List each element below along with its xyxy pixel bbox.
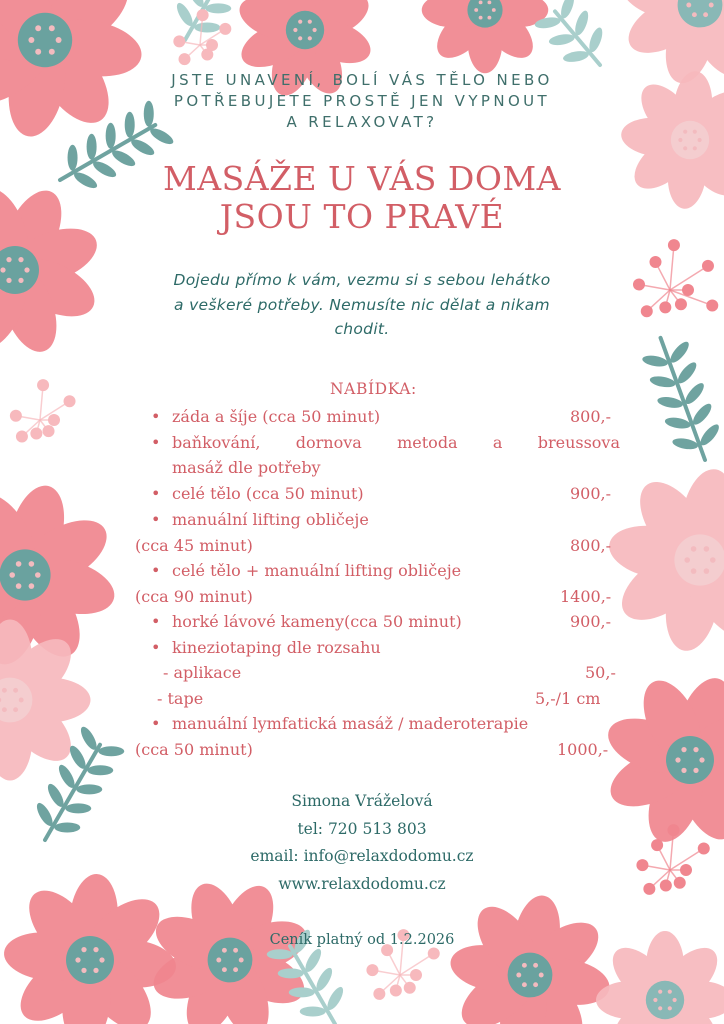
- intro-line: JSTE UNAVENÍ, BOLÍ VÁS TĚLO NEBO: [171, 71, 553, 89]
- offer-item-price: 1400,-: [560, 587, 612, 606]
- offer-item-face-lifting-cont: [135, 533, 622, 558]
- offer-item-text: baňkování, dornova metoda a breussova: [172, 433, 620, 452]
- contact-name: Simona Vráželová: [291, 792, 433, 810]
- bullet-icon: •: [151, 510, 161, 529]
- offer-item-back-neck: [135, 404, 622, 429]
- description-line: a veškeré potřeby. Nemusíte nic dělat a nikam: [174, 295, 550, 314]
- offer-item-lymphatic-cont: [135, 737, 622, 762]
- description-line: chodit.: [334, 320, 390, 338]
- offer-title: NABÍDKA:: [330, 380, 417, 398]
- headline-line: JSOU TO PRAVÉ: [219, 197, 505, 236]
- offer-item-hot-stones: [135, 609, 622, 634]
- contact-phone[interactable]: tel: 720 513 803: [297, 819, 427, 838]
- offer-item-cupping-cont: [135, 455, 622, 480]
- offer-item-text: celé tělo (cca 50 minut): [172, 484, 364, 503]
- intro-question: [0, 70, 724, 133]
- offer-item-full-body: [135, 481, 622, 506]
- offer-item-price: 800,-: [570, 536, 612, 555]
- offer-item-text-cont: (cca 50 minut): [135, 740, 253, 759]
- contact-block: [0, 788, 724, 898]
- bullet-icon: •: [151, 433, 161, 452]
- offer-item-text: kineziotaping dle rozsahu: [172, 638, 381, 657]
- offer-item-body-face: [135, 558, 622, 583]
- headline-line: MASÁŽE U VÁS DOMA: [162, 159, 562, 198]
- flower-icon: [422, 0, 549, 73]
- offer-item-text-cont: (cca 45 minut): [135, 536, 253, 555]
- offer-item-tape: [135, 686, 622, 711]
- description-line: Dojedu přímo k vám, vezmu si s sebou lehátko: [173, 271, 551, 289]
- flower-icon: [147, 877, 314, 1024]
- offer-item-text: horké lávové kameny(cca 50 minut): [172, 612, 462, 631]
- leaf-branch-icon: [635, 329, 724, 469]
- contact-email[interactable]: email: info@relaxdodomu.cz: [250, 847, 474, 865]
- offer-item-text: - tape: [157, 689, 204, 708]
- offer-item-text: - aplikace: [163, 663, 242, 682]
- bullet-icon: •: [151, 561, 161, 580]
- offer-item-body-face-cont: [135, 584, 622, 609]
- bullet-icon: •: [151, 407, 161, 426]
- flower-icon: [605, 465, 724, 655]
- offer-item-lymphatic: [135, 711, 622, 736]
- offer-item-price: 800,-: [570, 407, 612, 426]
- offer-item-text: celé tělo + manuální lifting obličeje: [172, 561, 462, 580]
- offer-item-text: záda a šíje (cca 50 minut): [172, 407, 381, 426]
- description: [0, 268, 724, 342]
- berry-sprig-icon: [10, 379, 76, 442]
- offer-item-text-cont: masáž dle potřeby: [172, 458, 321, 477]
- flower-icon: [447, 892, 613, 1024]
- offer-item-text-cont: (cca 90 minut): [135, 587, 253, 606]
- offer-item-text: manuální lymfatická masáž / maderoterapie: [172, 714, 529, 733]
- offer-item-text: manuální lifting obličeje: [172, 510, 369, 529]
- offer-item-price: 5,-/1 cm: [535, 689, 601, 708]
- intro-line: POTŘEBUJETE PROSTĚ JEN VYPNOUT: [173, 92, 551, 110]
- offer-item-cupping: [135, 430, 622, 455]
- intro-line: A RELAXOVAT?: [286, 113, 438, 131]
- offer-item-application: [135, 660, 622, 685]
- offer-item-kinesiotaping: [135, 635, 622, 660]
- offer-item-price: 900,-: [570, 484, 612, 503]
- offer-item-price: 1000,-: [557, 740, 609, 759]
- contact-website[interactable]: www.relaxdodomu.cz: [278, 874, 446, 893]
- offer-item-price: 900,-: [570, 612, 612, 631]
- bullet-icon: •: [151, 484, 161, 503]
- offer-item-face-lifting: [135, 507, 622, 532]
- price-validity: Ceník platný od 1.2.2026: [269, 932, 455, 948]
- bullet-icon: •: [151, 612, 161, 631]
- offer-item-price: 50,-: [585, 663, 616, 682]
- bullet-icon: •: [151, 638, 161, 657]
- bullet-icon: •: [151, 714, 161, 733]
- headline: [0, 160, 724, 236]
